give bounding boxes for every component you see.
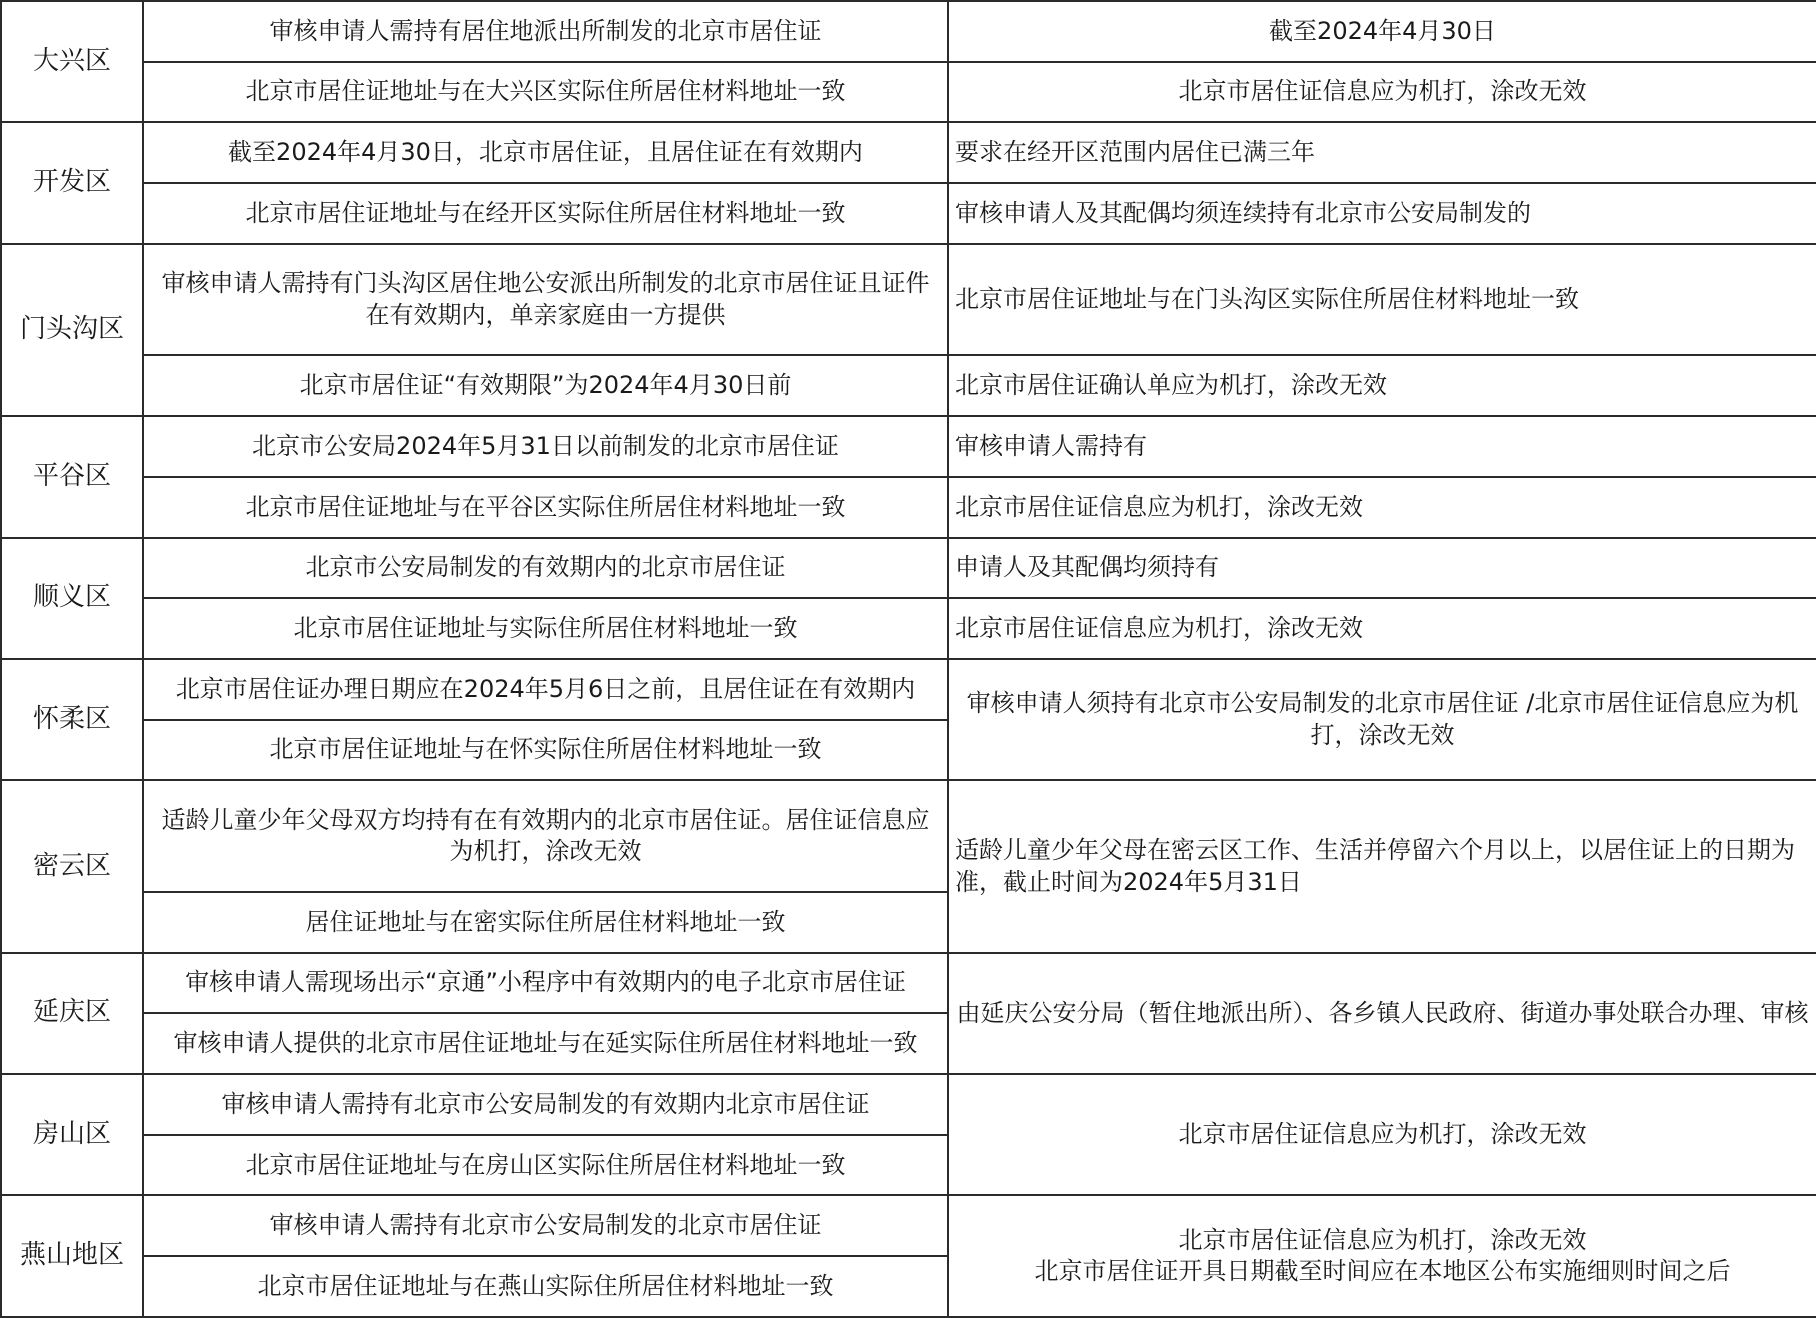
requirement-cell: 北京市居住证地址与实际住所居住材料地址一致 — [143, 598, 948, 659]
note-cell: 审核申请人需持有 — [948, 416, 1816, 477]
note-cell: 截至2024年4月30日 — [948, 1, 1816, 62]
table-row — [1, 355, 1816, 416]
district-cell: 平谷区 — [1, 416, 143, 537]
table-row — [1, 1195, 1816, 1256]
note-cell: 北京市居住证地址与在门头沟区实际住所居住材料地址一致 — [948, 244, 1816, 356]
district-cell: 门头沟区 — [1, 244, 143, 416]
table-row — [1, 122, 1816, 183]
note-cell: 适龄儿童少年父母在密云区工作、生活并停留六个月以上，以居住证上的日期为准，截止时间为2024年5月31日 — [948, 780, 1816, 952]
requirement-cell: 审核申请人需持有居住地派出所制发的北京市居住证 — [143, 1, 948, 62]
requirement-cell: 审核申请人需持有北京市公安局制发的有效期内北京市居住证 — [143, 1074, 948, 1135]
requirement-cell: 北京市居住证地址与在怀实际住所居住材料地址一致 — [143, 720, 948, 781]
table-row — [1, 477, 1816, 538]
requirement-cell: 适龄儿童少年父母双方均持有在有效期内的北京市居住证。居住证信息应为机打，涂改无效 — [143, 780, 948, 892]
district-cell: 密云区 — [1, 780, 143, 952]
note-cell: 审核申请人须持有北京市公安局制发的北京市居住证 /北京市居住证信息应为机打，涂改无效 — [948, 659, 1816, 780]
requirement-cell: 审核申请人需持有北京市公安局制发的北京市居住证 — [143, 1195, 948, 1256]
requirement-cell: 北京市居住证地址与在经开区实际住所居住材料地址一致 — [143, 183, 948, 244]
requirement-cell: 北京市居住证地址与在燕山实际住所居住材料地址一致 — [143, 1256, 948, 1317]
district-cell: 燕山地区 — [1, 1195, 143, 1317]
table-row — [1, 538, 1816, 599]
requirement-cell: 截至2024年4月30日，北京市居住证，且居住证在有效期内 — [143, 122, 948, 183]
note-cell: 北京市居住证信息应为机打，涂改无效 — [948, 62, 1816, 123]
table-row — [1, 659, 1816, 720]
table-row — [1, 416, 1816, 477]
requirement-cell: 北京市居住证“有效期限”为2024年4月30日前 — [143, 355, 948, 416]
note-cell: 北京市居住证信息应为机打，涂改无效 — [948, 598, 1816, 659]
note-cell: 北京市居住证信息应为机打，涂改无效 — [948, 1074, 1816, 1195]
district-cell: 房山区 — [1, 1074, 143, 1195]
note-cell — [948, 1195, 1816, 1317]
requirement-cell: 北京市公安局2024年5月31日以前制发的北京市居住证 — [143, 416, 948, 477]
table-row — [1, 62, 1816, 123]
requirement-cell: 北京市居住证地址与在大兴区实际住所居住材料地址一致 — [143, 62, 948, 123]
note-cell: 由延庆公安分局（暂住地派出所）、各乡镇人民政府、街道办事处联合办理、审核 — [948, 953, 1816, 1074]
table-row — [1, 1074, 1816, 1135]
requirement-cell: 审核申请人需持有门头沟区居住地公安派出所制发的北京市居住证且证件在有效期内，单亲家庭由一方提供 — [143, 244, 948, 356]
note-cell: 北京市居住证确认单应为机打，涂改无效 — [948, 355, 1816, 416]
note-cell: 申请人及其配偶均须持有 — [948, 538, 1816, 599]
requirement-cell: 北京市居住证地址与在平谷区实际住所居住材料地址一致 — [143, 477, 948, 538]
table-row — [1, 780, 1816, 892]
note-cell: 审核申请人及其配偶均须连续持有北京市公安局制发的 — [948, 183, 1816, 244]
requirement-cell: 北京市居住证办理日期应在2024年5月6日之前，且居住证在有效期内 — [143, 659, 948, 720]
district-cell: 怀柔区 — [1, 659, 143, 780]
requirement-cell: 审核申请人需现场出示“京通”小程序中有效期内的电子北京市居住证 — [143, 953, 948, 1014]
requirement-cell: 北京市居住证地址与在房山区实际住所居住材料地址一致 — [143, 1135, 948, 1196]
table-row — [1, 953, 1816, 1014]
requirement-cell: 居住证地址与在密实际住所居住材料地址一致 — [143, 892, 948, 953]
district-cell: 开发区 — [1, 122, 143, 243]
district-cell: 大兴区 — [1, 1, 143, 122]
note-line: 北京市居住证信息应为机打，涂改无效 — [1178, 1226, 1587, 1255]
requirement-cell: 北京市公安局制发的有效期内的北京市居住证 — [143, 538, 948, 599]
note-cell: 北京市居住证信息应为机打，涂改无效 — [948, 477, 1816, 538]
table-row — [1, 183, 1816, 244]
table-row — [1, 598, 1816, 659]
district-cell: 延庆区 — [1, 953, 143, 1074]
table-row — [1, 244, 1816, 356]
note-line: 北京市居住证开具日期截至时间应在本地区公布实施细则时间之后 — [1034, 1257, 1731, 1286]
table-row — [1, 1, 1816, 62]
district-cell: 顺义区 — [1, 538, 143, 659]
note-cell: 要求在经开区范围内居住已满三年 — [948, 122, 1816, 183]
requirement-cell: 审核申请人提供的北京市居住证地址与在延实际住所居住材料地址一致 — [143, 1013, 948, 1074]
